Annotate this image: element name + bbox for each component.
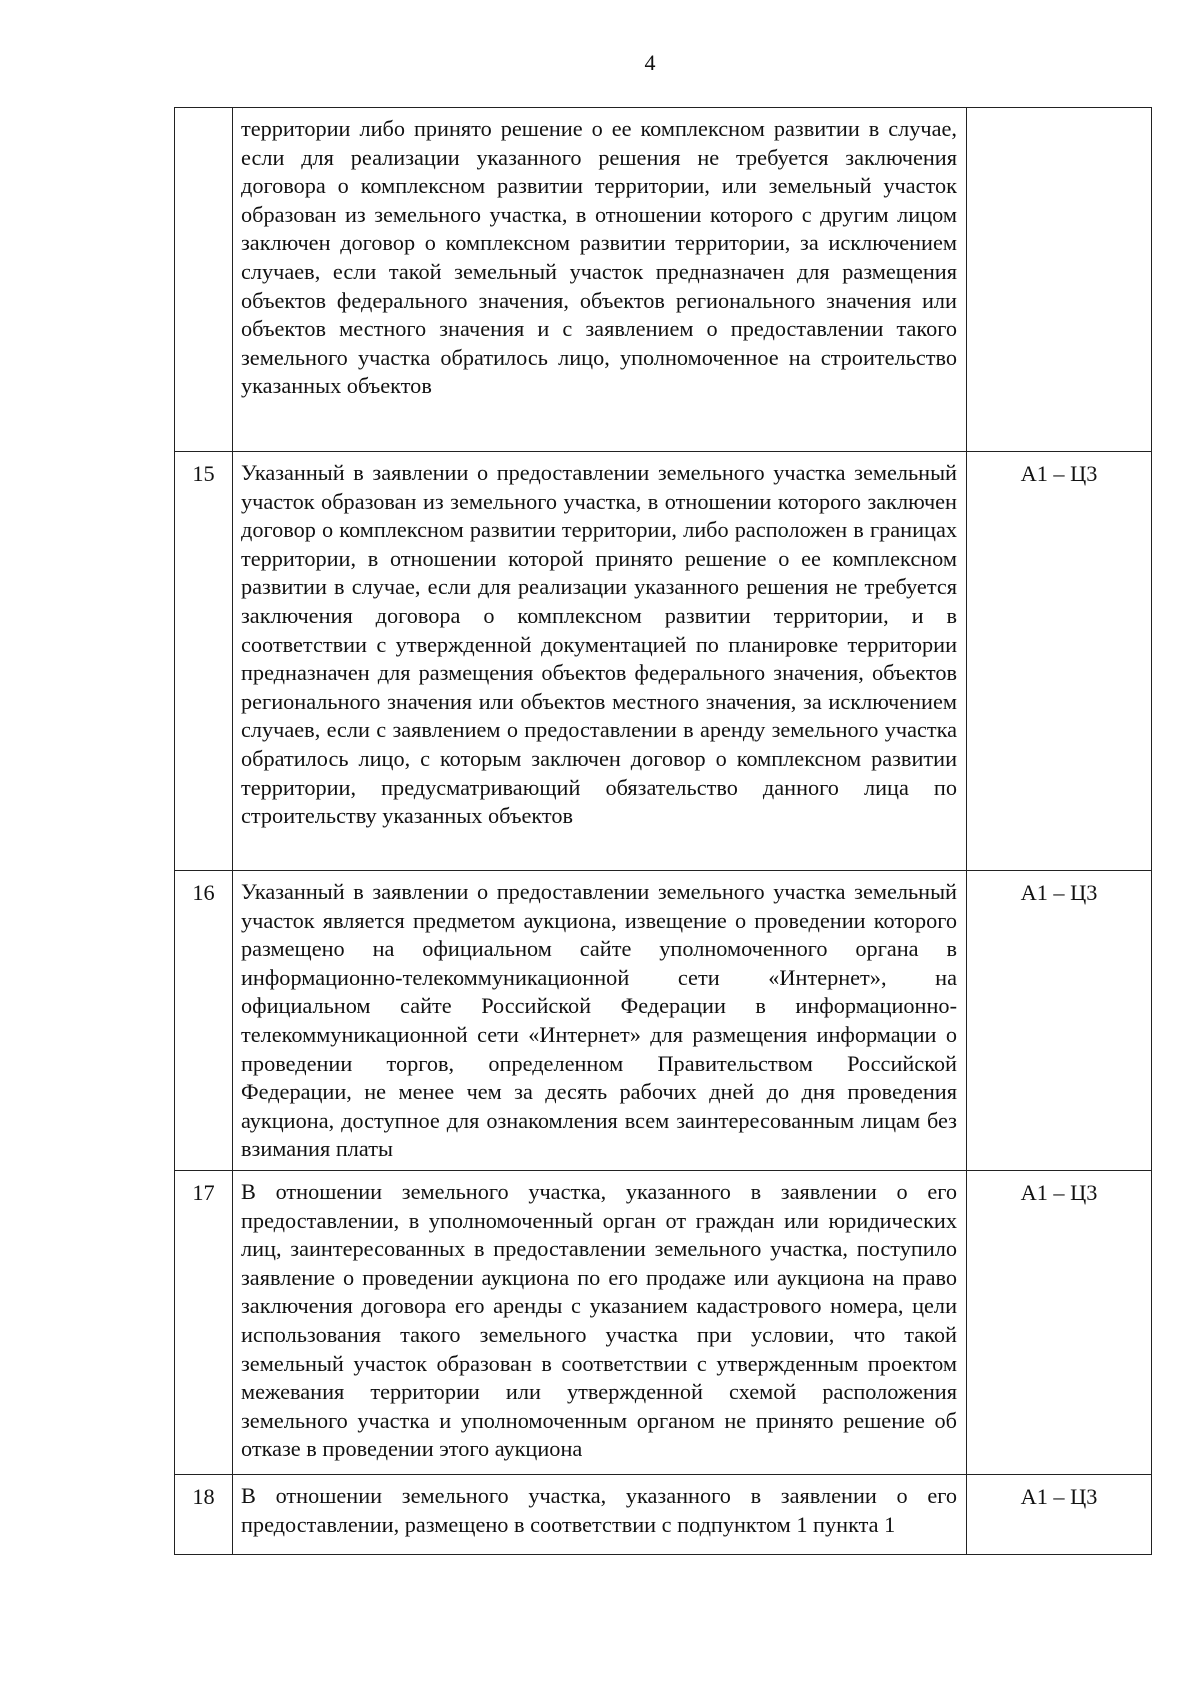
row-code: А1 – Ц3 xyxy=(967,1171,1152,1475)
table-row xyxy=(175,452,1152,871)
row-code: А1 – Ц3 xyxy=(967,1475,1152,1555)
row-number: 16 xyxy=(175,871,233,1171)
table-row xyxy=(175,1475,1152,1555)
row-code: А1 – Ц3 xyxy=(967,452,1152,871)
row-text: территории либо принято решение о ее комплексном развитии в случае, если для реализации указанного решения не требуется заключения договора о комплексном развитии территории, или земельный участок образован из земельного участка, в отношении которого с другим лицом заключен договор о комплексном развитии территории, за исключением случаев, если такой земельный участок предназначен для размещения объектов федерального значения, объектов регионального значения или объектов местного значения и с заявлением о предоставлении такого земельного участка обратилось лицо, уполномоченное на строительство указанных объектов xyxy=(233,108,967,452)
row-code xyxy=(967,108,1152,452)
table-row xyxy=(175,108,1152,452)
grounds-table xyxy=(174,107,1152,1555)
row-number: 15 xyxy=(175,452,233,871)
row-number: 17 xyxy=(175,1171,233,1475)
row-number xyxy=(175,108,233,452)
row-text: Указанный в заявлении о предоставлении земельного участка земельный участок является предметом аукциона, извещение о проведении которого размещено на официальном сайте уполномоченного органа в информационно-телекоммуникационной сети «Интернет», на официальном сайте Российской Федерации в информационно-телекоммуникационной сети «Интернет» для размещения информации о проведении торгов, определенном Правительством Российской Федерации, не менее чем за десять рабочих дней до дня проведения аукциона, доступное для ознакомления всем заинтересованным лицам без взимания платы xyxy=(233,871,967,1171)
row-text: Указанный в заявлении о предоставлении земельного участка земельный участок образован из земельного участка, в отношении которого заключен договор о комплексном развитии территории, либо расположен в границах территории, в отношении которой принято решение о ее комплексном развитии в случае, если для реализации указанного решения не требуется заключения договора о комплексном развитии территории, и в соответствии с утвержденной документацией по планировке территории предназначен для размещения объектов федерального значения, объектов регионального значения или объектов местного значения, за исключением случаев, если с заявлением о предоставлении в аренду земельного участка обратилось лицо, с которым заключен договор о комплексном развитии территории, предусматривающий обязательство данного лица по строительству указанных объектов xyxy=(233,452,967,871)
table-row xyxy=(175,1171,1152,1475)
row-text: В отношении земельного участка, указанного в заявлении о его предоставлении, размещено в соответствии с подпунктом 1 пункта 1 xyxy=(233,1475,967,1555)
page-number: 4 xyxy=(644,50,656,75)
row-text: В отношении земельного участка, указанного в заявлении о его предоставлении, в уполномоченный орган от граждан или юридических лиц, заинтересованных в предоставлении земельного участка, поступило заявление о проведении аукциона по его продаже или аукциона на право заключения договора его аренды с указанием кадастрового номера, цели использования такого земельного участка при условии, что такой земельный участок образован в соответствии с утвержденным проектом межевания территории или утвержденной схемой расположения земельного участка и уполномоченным органом не принято решение об отказе в проведении этого аукциона xyxy=(233,1171,967,1475)
row-code: А1 – Ц3 xyxy=(967,871,1152,1171)
table-row xyxy=(175,871,1152,1171)
row-number: 18 xyxy=(175,1475,233,1555)
